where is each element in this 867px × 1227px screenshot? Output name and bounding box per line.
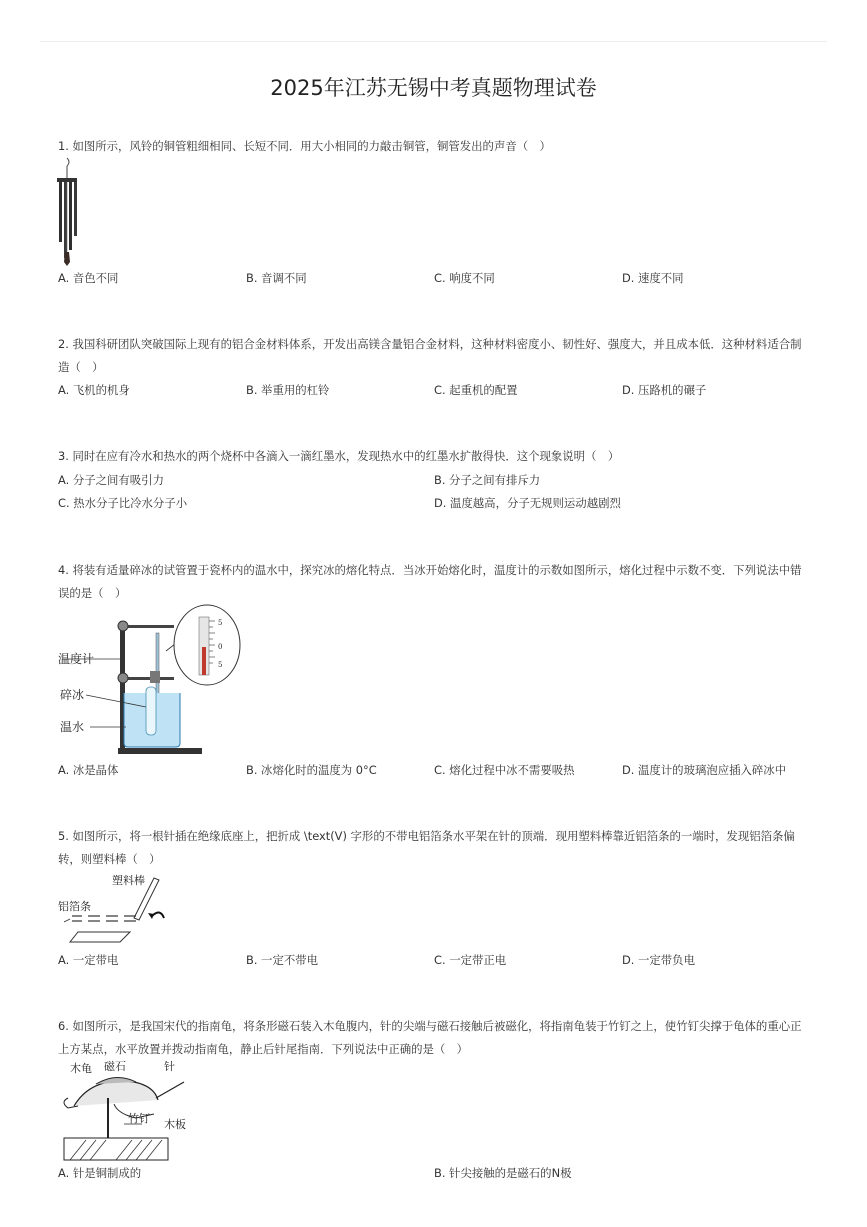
warm-water-label: 温水: [60, 720, 85, 734]
question-3-option-d: D. 温度越高，分子无规则运动越剧烈: [434, 496, 621, 510]
question-6-option-a: A. 针是铜制成的: [58, 1166, 142, 1180]
top-divider: [40, 41, 827, 42]
question-6-option-b: B. 针尖接触的是磁石的N极: [434, 1166, 572, 1180]
question-3-option-b: B. 分子之间有排斥力: [434, 473, 541, 487]
scale-mark-0: 0: [218, 643, 223, 651]
question-3-option-a: A. 分子之间有吸引力: [58, 473, 164, 487]
question-1-option-b: B. 音调不同: [246, 271, 307, 285]
needle-label: 针: [164, 1060, 175, 1073]
question-5-option-d: D. 一定带负电: [622, 953, 695, 967]
question-4-stem: 4. 将装有适量碎冰的试管置于瓷杯内的温水中，探究冰的熔化特点．当冰开始熔化时，温度计的示数如图所示，熔化过程中示数不变．下列说法中错误的是（ ）: [58, 563, 802, 600]
question-4-option-d: D. 温度计的玻璃泡应插入碎冰中: [622, 763, 787, 777]
melting-ice-apparatus-figure: [56, 603, 246, 759]
thermometer-label: 温度计: [58, 652, 95, 666]
question-2-option-a: A. 飞机的机身: [58, 383, 130, 397]
question-1-option-c: C. 响度不同: [434, 271, 495, 285]
foil-strip-label: 铝箔条: [58, 900, 91, 913]
question-3-option-c: C. 热水分子比冷水分子小: [58, 496, 188, 510]
question-5-option-a: A. 一定带电: [58, 953, 119, 967]
question-2-option-d: D. 压路机的碾子: [622, 383, 707, 397]
wind-chime-figure: [55, 156, 85, 268]
question-4-option-c: C. 熔化过程中冰不需要吸热: [434, 763, 575, 777]
question-5-option-c: C. 一定带正电: [434, 953, 507, 967]
question-2-option-b: B. 举重用的杠铃: [246, 383, 330, 397]
south-pointing-turtle-figure: [56, 1058, 196, 1162]
question-4-option-a: A. 冰是晶体: [58, 763, 119, 777]
scale-mark-5-top: 5: [218, 619, 223, 627]
question-5-option-b: B. 一定不带电: [246, 953, 319, 967]
question-2-option-c: C. 起重机的配置: [434, 383, 518, 397]
question-5-stem: 5. 如图所示，将一根针插在绝缘底座上，把折成 \text(V) 字形的不带电铝箔条水平架在针的顶端．现用塑料棒靠近铝箔条的一端时，发现铝箔条偏转，则塑料棒（ ）: [58, 829, 795, 866]
plastic-rod-label: 塑料棒: [112, 874, 145, 887]
question-6-stem: 6. 如图所示，是我国宋代的指南龟，将条形磁石装入木龟腹内，针的尖端与磁石接触后被磁化，将指南龟装于竹钉之上，使竹钉尖撑于龟体的重心正上方某点，水平放置并拨动指南龟，静止后针尾指南．下列说法中正确的是（ ）: [58, 1019, 802, 1056]
question-1-option-a: A. 音色不同: [58, 271, 119, 285]
question-4-option-b: B. 冰熔化时的温度为 0°C: [246, 763, 377, 777]
question-2-stem: 2. 我国科研团队突破国际上现有的铝合金材料体系，开发出高镁含量铝合金材料，这种材料密度小、韧性好、强度大，并且成本低．这种材料适合制造（ ）: [58, 337, 802, 374]
magnet-label: 磁石: [104, 1060, 126, 1073]
question-1-stem: 1. 如图所示，风铃的铜管粗细相同、长短不同．用大小相同的力敲击铜管，铜管发出的声音（ ）: [58, 139, 551, 153]
question-1-option-d: D. 速度不同: [622, 271, 684, 285]
question-3-stem: 3. 同时在应有冷水和热水的两个烧杯中各滴入一滴红墨水，发现热水中的红墨水扩散得快．这个现象说明（ ）: [58, 449, 620, 463]
scale-mark-5-bottom: 5: [218, 661, 223, 669]
wood-board-label: 木板: [164, 1118, 186, 1131]
wooden-turtle-label: 木龟: [70, 1062, 92, 1075]
bamboo-nail-label: 竹钉: [128, 1112, 150, 1125]
page-title: 2025年江苏无锡中考真题物理试卷: [270, 76, 597, 100]
crushed-ice-label: 碎冰: [60, 688, 85, 702]
foil-strip-figure: [56, 870, 172, 948]
